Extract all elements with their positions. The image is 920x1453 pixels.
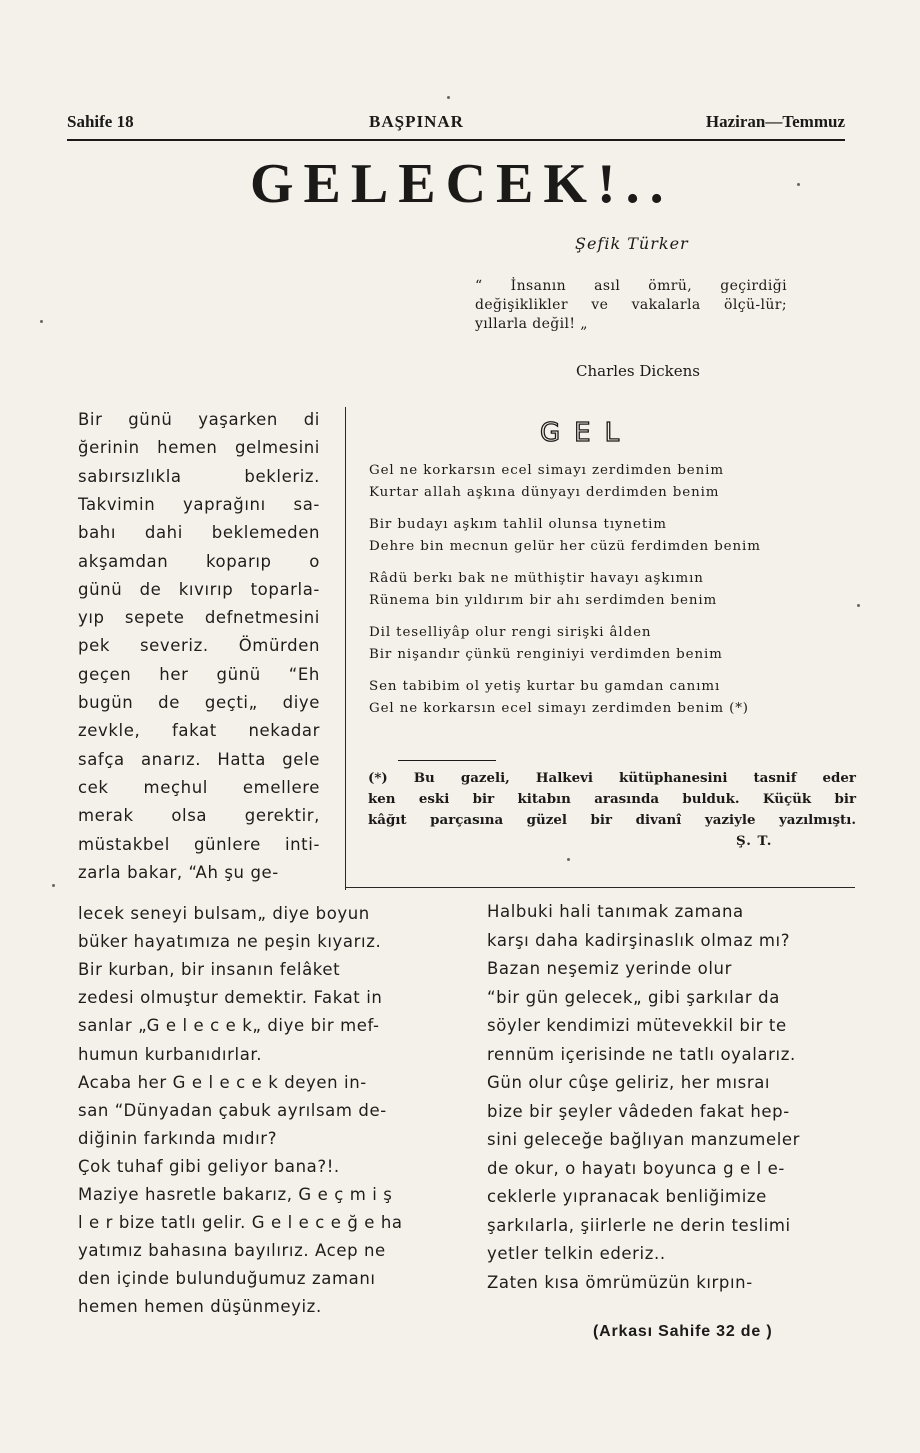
article-title: GELECEK!.. — [250, 153, 674, 215]
text-line: de okur, o hayatı boyunca g e l e- — [487, 1158, 785, 1178]
text-line: ğerinin hemen gelmesini — [78, 438, 320, 458]
text-line: “bir gün gelecek„ gibi şarkılar da — [487, 987, 780, 1007]
text-line: Bazan neşemiz yerinde olur — [487, 959, 732, 978]
stanza-gap — [369, 612, 839, 622]
text-line: yatımız bahasına bayılırız. Acep ne — [78, 1241, 386, 1261]
text-line: müstakbel günlere inti- — [78, 834, 320, 854]
text-line: Acaba her G e l e c e k deyen in- — [78, 1072, 367, 1092]
text-line: san “Dünyadan çabuk ayrılsam de- — [78, 1100, 387, 1120]
text-line: pek severiz. Ömürden — [78, 636, 320, 656]
print-speck — [40, 320, 43, 323]
footnote — [368, 768, 856, 849]
header-rule — [67, 139, 845, 141]
text-line: sabırsızlıkla bekleriz. — [78, 466, 320, 486]
text-line: akşamdan koparıp o — [78, 551, 320, 571]
text-line: safça anarız. Hatta gele — [78, 749, 320, 769]
print-speck — [857, 604, 860, 607]
footnote-signature: Ş. T. — [736, 833, 773, 849]
poem-line: Gel ne korkarsın ecel simayı zerdimden benim (*) — [369, 701, 749, 716]
column-divider — [345, 407, 346, 890]
article-author: Şefik Türker — [575, 234, 689, 253]
poem-box-bottom-rule — [345, 887, 855, 888]
text-line: Bir günü yaşarken di — [78, 410, 320, 429]
poem-line: Kurtar allah aşkına dünyayı derdimden benim — [369, 485, 720, 500]
text-line: lecek seneyi bulsam„ diye boyun — [78, 904, 370, 923]
text-line: bize bir şeyler vâdeden fakat hep- — [487, 1101, 790, 1121]
print-speck — [447, 96, 450, 99]
text-line: Maziye hasretle bakarız, G e ç m i ş — [78, 1185, 393, 1204]
text-line: yetler telkin ederiz.. — [487, 1244, 666, 1263]
stanza-gap — [369, 666, 839, 676]
text-line: büker hayatımıza ne peşin kıyarız. — [78, 932, 382, 952]
text-line: bugün de geçti„ diye — [78, 693, 320, 712]
text-line: rennüm içerisinde ne tatlı oyalarız. — [487, 1044, 796, 1064]
poem-line: Dil teselliyâp olur rengi sirişki âlden — [369, 625, 652, 640]
text-line: merak olsa gerektir, — [78, 806, 320, 826]
text-line: diğinin farkında mıdır? — [78, 1128, 278, 1148]
header-page-number: Sahife 18 — [67, 112, 134, 131]
print-speck — [567, 858, 570, 861]
text-line: Bir kurban, bir insanın felâket — [78, 960, 341, 980]
text-line: yıp sepete defnetmesini — [78, 608, 320, 628]
continuation-note: (Arkası Sahife 32 de ) — [593, 1323, 773, 1340]
text-line: zevkle, fakat nekadar — [78, 721, 320, 741]
print-speck — [52, 884, 55, 887]
text-line: karşı daha kadirşinaslık olmaz mı? — [487, 930, 791, 950]
text-line: Çok tuhaf gibi geliyor bana?!. — [78, 1156, 340, 1176]
text-line: humun kurbanıdırlar. — [78, 1044, 263, 1064]
text-line: Gün olur cûşe geliriz, her mısraı — [487, 1073, 771, 1092]
print-speck — [797, 183, 800, 186]
text-line: Halbuki hali tanımak zamana — [487, 902, 744, 921]
footnote-line: (*) Bu gazeli, Halkevi kütüphanesini tasnif eder — [368, 770, 856, 786]
text-line: zarla bakar, “Ah şu ge- — [78, 862, 279, 882]
text-line: den içinde bulunduğumuz zamanı — [78, 1269, 376, 1289]
poem-line: Bir nişandır çünkü renginiyi verdimden benim — [369, 647, 723, 662]
poem-line: Dehre bin mecnun gelür her cüzü ferdimden benim — [369, 539, 761, 554]
footnote-rule — [398, 760, 496, 761]
text-line: Zaten kısa ömrümüzün kırpın- — [487, 1272, 753, 1292]
stanza-gap — [369, 504, 839, 514]
poem-line: Sen tabibim ol yetiş kurtar bu gamdan canımı — [369, 679, 721, 694]
text-line: zedesi olmuştur demektir. Fakat in — [78, 988, 383, 1008]
stanza-gap — [369, 558, 839, 568]
poem-title: GEL — [540, 418, 634, 448]
text-line: cek meçhul emellere — [78, 777, 320, 797]
footnote-line: ken eski bir kitabın arasında bulduk. Küçük bir — [368, 791, 856, 807]
text-line: ceklerle yıpranacak benliğimize — [487, 1187, 767, 1206]
poem-line: Gel ne korkarsın ecel simayı zerdimden benim — [369, 463, 724, 478]
header-magazine-name: BAŞPINAR — [369, 112, 464, 131]
text-line: sanlar „G e l e c e k„ diye bir mef- — [78, 1016, 380, 1036]
text-line: söyler kendimizi mütevekkil bir te — [487, 1016, 787, 1035]
footnote-line: kâğıt parçasına güzel bir divanî yaziyle yazılmıştı. — [368, 812, 856, 828]
poem-line: Rünema bin yıldırım bir ahı serdimden benim — [369, 593, 718, 608]
header-issue-date: Haziran—Temmuz — [705, 112, 845, 131]
poem-text — [369, 460, 839, 720]
text-line: Takvimin yaprağını sa- — [78, 494, 320, 514]
text-line: l e r bize tatlı gelir. G e l e c e ğ e ha — [78, 1213, 403, 1233]
text-line: günü de kıvırıp toparla- — [78, 579, 320, 599]
epigraph-attribution: Charles Dickens — [576, 362, 700, 380]
epigraph-text: “ İnsanın asıl ömrü, geçirdiği değişiklikler ve vakalarla ölçü-lür; yıllarla değil! „ — [475, 278, 787, 332]
text-line: sini geleceğe bağlıyan manzumeler — [487, 1130, 801, 1149]
text-line: bahı dahi beklemeden — [78, 523, 320, 543]
text-line: geçen her günü “Eh — [78, 664, 320, 684]
poem-line: Bir budayı aşkım tahlil olunsa tıynetim — [369, 517, 667, 532]
text-line: şarkılarla, şiirlerle ne derin teslimi — [487, 1215, 791, 1235]
poem-line: Râdü berkı bak ne müthiştir havayı aşkımın — [369, 571, 704, 586]
text-line: hemen hemen düşünmeyiz. — [78, 1297, 322, 1317]
page-header — [67, 112, 845, 140]
